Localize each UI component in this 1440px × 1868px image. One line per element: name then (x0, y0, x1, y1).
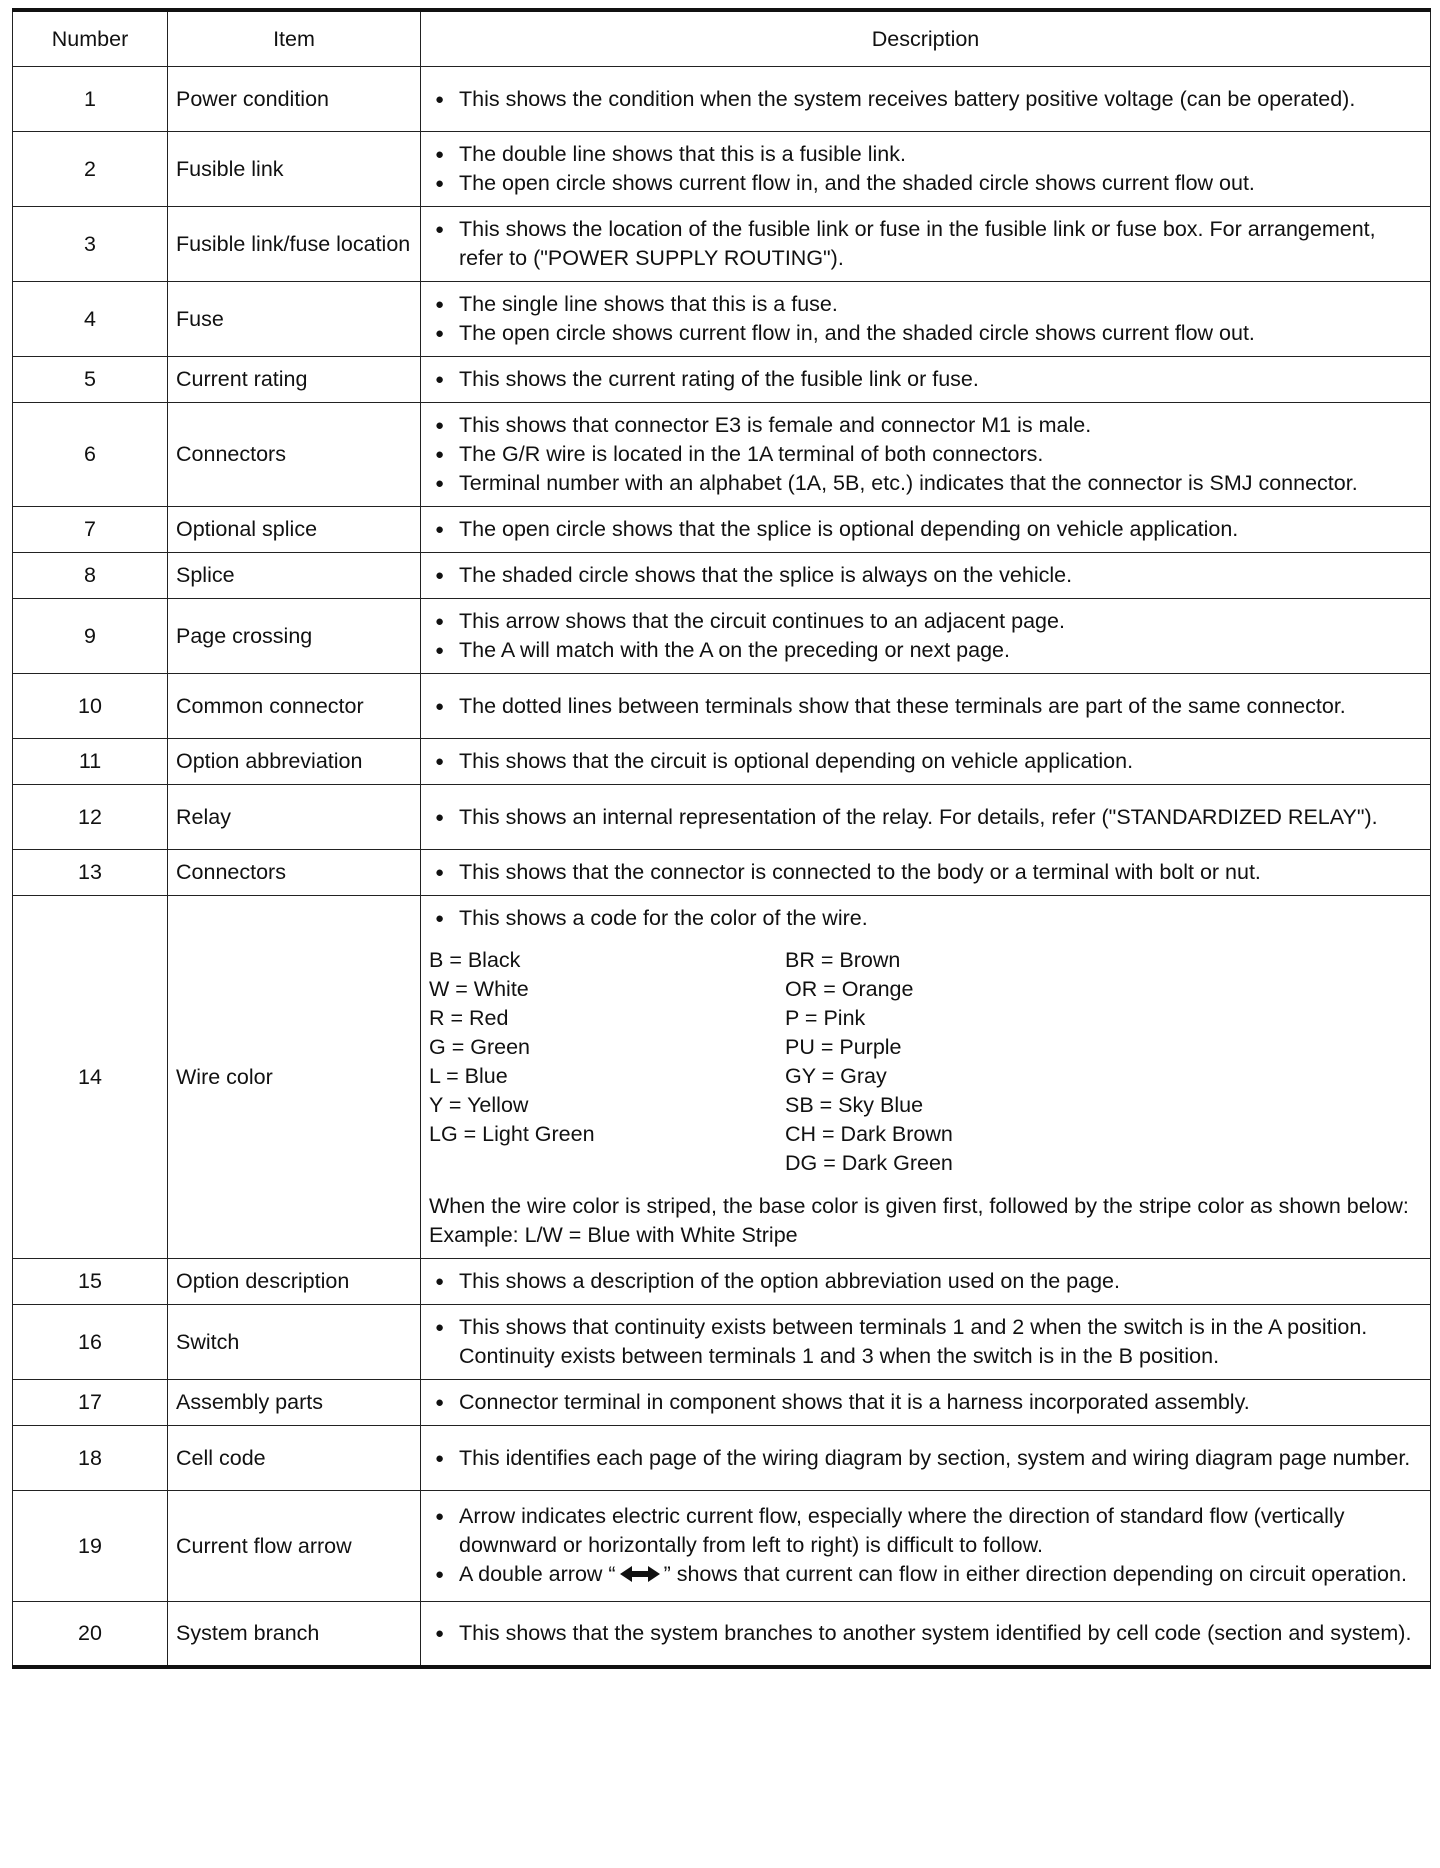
row-item: Connectors (168, 850, 421, 896)
wire-color-code: LG = Light Green (429, 1122, 595, 1146)
row-description (421, 1380, 1431, 1426)
row-number: 2 (13, 132, 168, 207)
row-number: 13 (13, 850, 168, 896)
row-item: Connectors (168, 403, 421, 507)
bullet-item: ● The single line shows that this is a fuse. (429, 290, 1422, 319)
row-description (421, 282, 1431, 357)
bullet-list (429, 1502, 1422, 1590)
description-table (12, 8, 1431, 1669)
row-description (421, 507, 1431, 553)
bullet-list (429, 692, 1422, 721)
bullet-list (429, 515, 1422, 544)
wire-color-code: Y = Yellow (429, 1093, 529, 1117)
bullet-list (429, 561, 1422, 590)
row-item: Assembly parts (168, 1380, 421, 1426)
row-number: 7 (13, 507, 168, 553)
row-description (421, 357, 1431, 403)
row-item: Switch (168, 1305, 421, 1380)
wire-color-code: GY = Gray (785, 1064, 887, 1088)
bullet-list (429, 1444, 1422, 1473)
bullet-item: ● This shows that the system branches to another system identified by cell code (section and system). (429, 1619, 1422, 1648)
wire-color-code: CH = Dark Brown (785, 1122, 953, 1146)
table-row (13, 553, 1431, 599)
wire-color-code: B = Black (429, 948, 521, 972)
bullet-item: ● This shows that continuity exists between terminals 1 and 2 when the switch is in the A position. Continuity exists between terminals 1 and 3 when the switch is in the B position. (429, 1313, 1422, 1371)
row-description (421, 403, 1431, 507)
row-description (421, 896, 1431, 1259)
table-row (13, 599, 1431, 674)
bullet-item: ● The shaded circle shows that the splice is always on the vehicle. (429, 561, 1422, 590)
table-row (13, 132, 1431, 207)
table-row (13, 403, 1431, 507)
row-number: 14 (13, 896, 168, 1259)
row-item: Page crossing (168, 599, 421, 674)
row-number: 8 (13, 553, 168, 599)
row-item: Cell code (168, 1426, 421, 1491)
bullet-item: ● The open circle shows that the splice is optional depending on vehicle application. (429, 515, 1422, 544)
wire-color-code: P = Pink (785, 1006, 866, 1030)
stripe-example: Example: L/W = Blue with White Stripe (429, 1223, 798, 1247)
table-row (13, 896, 1431, 1259)
row-description (421, 67, 1431, 132)
table-row (13, 1259, 1431, 1305)
wire-color-code: SB = Sky Blue (785, 1093, 924, 1117)
wire-color-code: BR = Brown (785, 948, 901, 972)
wire-color-code: G = Green (429, 1035, 530, 1059)
row-item: Power condition (168, 67, 421, 132)
table-row (13, 282, 1431, 357)
table-body (13, 67, 1431, 1667)
table-row (13, 207, 1431, 282)
bullet-item: ● This shows a code for the color of the wire. (429, 904, 1422, 933)
header-item: Item (168, 10, 421, 67)
bullet-list (429, 1388, 1422, 1417)
bullet-item: ● This shows that the connector is connected to the body or a terminal with bolt or nut. (429, 858, 1422, 887)
bullet-item: ● This shows a description of the option abbreviation used on the page. (429, 1267, 1422, 1296)
row-number: 10 (13, 674, 168, 739)
row-number: 11 (13, 739, 168, 785)
bullet-item: ● Arrow indicates electric current flow, especially where the direction of standard flow (vertically downward or horizontally from left to right) is difficult to follow. (429, 1502, 1422, 1560)
bullet-list (429, 904, 1422, 933)
bullet-list (429, 85, 1422, 114)
row-item: Common connector (168, 674, 421, 739)
header-number: Number (13, 10, 168, 67)
bullet-item: ● This arrow shows that the circuit continues to an adjacent page. (429, 607, 1422, 636)
row-item: Current flow arrow (168, 1491, 421, 1602)
table-row (13, 67, 1431, 132)
bullet-item: ● The open circle shows current flow in, and the shaded circle shows current flow out. (429, 169, 1422, 198)
header-description: Description (421, 10, 1431, 67)
row-description (421, 207, 1431, 282)
row-description (421, 850, 1431, 896)
table-row (13, 1380, 1431, 1426)
wire-color-code: R = Red (429, 1006, 509, 1030)
row-description (421, 1491, 1431, 1602)
bullet-list (429, 1313, 1422, 1371)
bullet-item: ● This shows an internal representation of the relay. For details, refer ("STANDARDIZED RELAY"). (429, 803, 1422, 832)
bullet-item: ● The A will match with the A on the preceding or next page. (429, 636, 1422, 665)
bullet-list (429, 858, 1422, 887)
table-row (13, 674, 1431, 739)
wire-color-codes (429, 946, 1422, 1178)
row-item: Relay (168, 785, 421, 850)
row-item: Current rating (168, 357, 421, 403)
row-description (421, 1602, 1431, 1667)
row-item: Option description (168, 1259, 421, 1305)
bullet-item: ● The double line shows that this is a fusible link. (429, 140, 1422, 169)
wire-color-code: L = Blue (429, 1064, 508, 1088)
bullet-list (429, 607, 1422, 665)
row-description (421, 132, 1431, 207)
table-row (13, 507, 1431, 553)
wire-color-code: W = White (429, 977, 529, 1001)
bullet-item: ● This shows that connector E3 is female and connector M1 is male. (429, 411, 1422, 440)
bullet-list (429, 215, 1422, 273)
bullet-item: ● This shows the current rating of the fusible link or fuse. (429, 365, 1422, 394)
row-number: 17 (13, 1380, 168, 1426)
bullet-list (429, 140, 1422, 198)
table-row (13, 850, 1431, 896)
row-number: 3 (13, 207, 168, 282)
table-row (13, 1426, 1431, 1491)
bullet-item: ● The G/R wire is located in the 1A terminal of both connectors. (429, 440, 1422, 469)
bullet-item: ● This shows the location of the fusible link or fuse in the fusible link or fuse box. For arrangement, refer to ("POWER SUPPLY ROUTING"). (429, 215, 1422, 273)
row-item: Fuse (168, 282, 421, 357)
row-number: 19 (13, 1491, 168, 1602)
bullet-list (429, 1267, 1422, 1296)
wire-color-column-right (785, 946, 1141, 1178)
row-number: 5 (13, 357, 168, 403)
row-description (421, 553, 1431, 599)
row-description (421, 1426, 1431, 1491)
wire-color-code: PU = Purple (785, 1035, 902, 1059)
wire-color-code: DG = Dark Green (785, 1151, 953, 1175)
bullet-item: ● Terminal number with an alphabet (1A, 5B, etc.) indicates that the connector is SMJ connector. (429, 469, 1422, 498)
row-description (421, 1305, 1431, 1380)
row-description (421, 1259, 1431, 1305)
row-number: 9 (13, 599, 168, 674)
bullet-list (429, 411, 1422, 498)
table-row (13, 1491, 1431, 1602)
bullet-list (429, 1619, 1422, 1648)
wire-color-code: OR = Orange (785, 977, 914, 1001)
row-number: 4 (13, 282, 168, 357)
bullet-item: ● This identifies each page of the wiring diagram by section, system and wiring diagram page number. (429, 1444, 1422, 1473)
bullet-item: ● The open circle shows current flow in, and the shaded circle shows current flow out. (429, 319, 1422, 348)
row-number: 12 (13, 785, 168, 850)
bullet-text: A double arrow “ (459, 1562, 616, 1587)
stripe-note (429, 1192, 1422, 1250)
row-description (421, 599, 1431, 674)
row-item: System branch (168, 1602, 421, 1667)
table-row (13, 1602, 1431, 1667)
row-item: Fusible link/fuse location (168, 207, 421, 282)
stripe-note-text: When the wire color is striped, the base color is given first, followed by the stripe color as shown below: (429, 1194, 1409, 1218)
bullet-item: ● The dotted lines between terminals show that these terminals are part of the same connector. (429, 692, 1422, 721)
row-number: 6 (13, 403, 168, 507)
row-number: 18 (13, 1426, 168, 1491)
row-number: 1 (13, 67, 168, 132)
bullet-list (429, 365, 1422, 394)
row-item: Wire color (168, 896, 421, 1259)
bullet-item: ● This shows that the circuit is optional depending on vehicle application. (429, 747, 1422, 776)
row-number: 16 (13, 1305, 168, 1380)
table-row (13, 1305, 1431, 1380)
bullet-item: ● This shows the condition when the system receives battery positive voltage (can be operated). (429, 85, 1422, 114)
bullet-item (429, 1560, 1422, 1590)
row-item: Option abbreviation (168, 739, 421, 785)
wire-color-column-left (429, 946, 785, 1178)
row-number: 20 (13, 1602, 168, 1667)
row-description (421, 674, 1431, 739)
table-header-row (13, 10, 1431, 67)
bullet-text: ” shows that current can flow in either direction depending on circuit operation. (663, 1562, 1407, 1587)
table-row (13, 785, 1431, 850)
double-arrow-icon (620, 1561, 660, 1590)
table-row (13, 739, 1431, 785)
bullet-list (429, 290, 1422, 348)
row-description (421, 785, 1431, 850)
bullet-list (429, 747, 1422, 776)
bullet-list (429, 803, 1422, 832)
row-item: Optional splice (168, 507, 421, 553)
bullet-item: ● Connector terminal in component shows that it is a harness incorporated assembly. (429, 1388, 1422, 1417)
row-item: Fusible link (168, 132, 421, 207)
table-row (13, 357, 1431, 403)
row-number: 15 (13, 1259, 168, 1305)
row-description (421, 739, 1431, 785)
row-item: Splice (168, 553, 421, 599)
